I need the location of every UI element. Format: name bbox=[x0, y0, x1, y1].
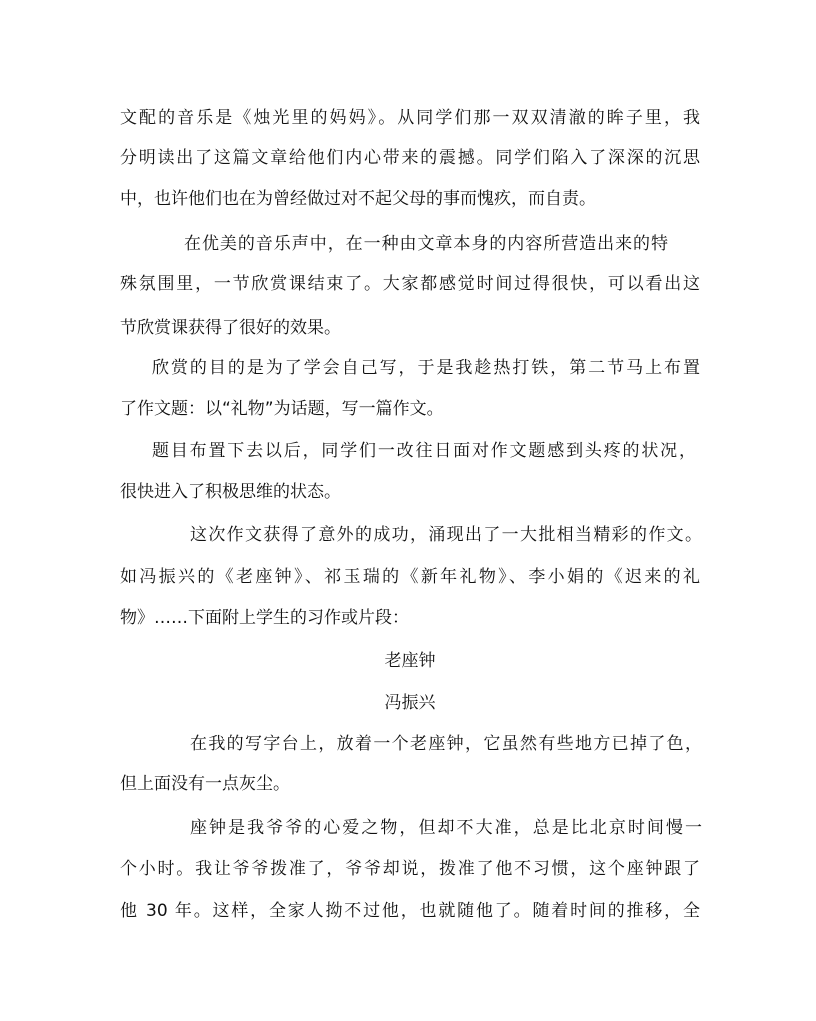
paragraph-line: 中，也许他们也在为曾经做过对不起父母的事而愧疚，而自责。 bbox=[120, 189, 596, 209]
paragraph-line: 但上面没有一点灰尘。 bbox=[120, 774, 290, 794]
paragraph-line: 他 30 年。这样，全家人拗不过他，也就随他了。随着时间的推移，全 bbox=[120, 901, 700, 921]
paragraph-line: 物》……下面附上学生的习作或片段： bbox=[120, 608, 409, 628]
essay-author: 冯振兴 bbox=[384, 693, 436, 713]
paragraph-line: 节欣赏课获得了很好的效果。 bbox=[120, 318, 341, 338]
paragraph-line: 分明读出了这篇文章给他们内心带来的震撼。同学们陷入了深深的沉思 bbox=[120, 148, 700, 168]
paragraph-line: 殊氛围里，一节欣赏课结束了。大家都感觉时间过得很快，可以看出这 bbox=[120, 274, 700, 294]
paragraph-line: 如冯振兴的《老座钟》、祁玉瑞的《新年礼物》、李小娟的《迟来的礼 bbox=[120, 567, 700, 587]
paragraph-line: 在优美的音乐声中，在一种由文章本身的内容所营造出来的特 bbox=[184, 234, 668, 254]
paragraph-line: 这次作文获得了意外的成功，涌现出了一大批相当精彩的作文。 bbox=[190, 525, 702, 545]
paragraph-line: 在我的写字台上，放着一个老座钟，它虽然有些地方已掉了色， bbox=[190, 734, 702, 754]
essay-title: 老座钟 bbox=[384, 651, 436, 671]
paragraph-line: 了作文题：以“礼物”为话题，写一篇作文。 bbox=[120, 399, 444, 419]
paragraph-line: 个小时。我让爷爷拨准了，爷爷却说，拨准了他不习惯，这个座钟跟了 bbox=[120, 859, 700, 879]
paragraph-line: 座钟是我爷爷的心爱之物，但却不大准，总是比北京时间慢一 bbox=[190, 818, 702, 838]
paragraph-line: 很快进入了积极思维的状态。 bbox=[120, 482, 341, 502]
paragraph-line: 欣赏的目的是为了学会自己写，于是我趁热打铁，第二节马上布置 bbox=[152, 358, 700, 378]
paragraph-line: 题目布置下去以后，同学们一改往日面对作文题感到头疼的状况， bbox=[152, 441, 696, 461]
paragraph-line: 文配的音乐是《烛光里的妈妈》。从同学们那一双双清澈的眸子里，我 bbox=[120, 108, 700, 128]
